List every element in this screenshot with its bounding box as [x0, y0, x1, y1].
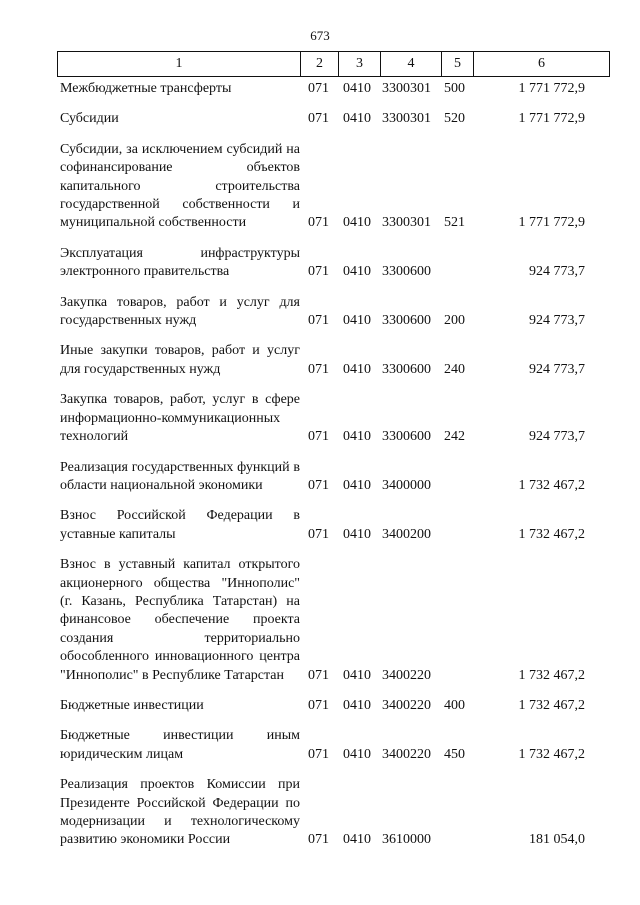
row-gr: 071 — [308, 111, 329, 127]
row-sum: 1 732 467,2 — [518, 667, 585, 683]
row-cs: 3400000 — [382, 477, 431, 493]
header-cell-1: 1 — [58, 52, 301, 76]
row-sum: 1 771 772,9 — [518, 81, 585, 96]
page-number: 673 — [310, 28, 330, 43]
header-cell-3: 3 — [339, 52, 381, 76]
row-rz: 0410 — [343, 477, 371, 493]
row-rz: 0410 — [343, 429, 371, 445]
table-row — [60, 80, 615, 98]
row-name: Бюджетные инвестиции иным юридическим лицам — [60, 728, 300, 762]
row-name: Субсидии, за исключением субсидий на софинансирование объектов капитального строительства государственной собственности и муниципальной собственности — [60, 141, 300, 231]
row-sum: 1 732 467,2 — [518, 697, 585, 713]
table-row — [60, 110, 615, 128]
row-rz: 0410 — [343, 746, 371, 762]
row-gr: 071 — [308, 667, 329, 683]
row-cs: 3610000 — [382, 832, 431, 848]
row-name: Иные закупки товаров, работ и услуг для государственных нужд — [60, 343, 300, 377]
table-row — [60, 727, 615, 764]
row-cs: 3300301 — [382, 215, 431, 231]
row-gr: 071 — [308, 313, 329, 329]
row-vr: 450 — [444, 746, 465, 762]
row-sum: 924 773,7 — [529, 361, 585, 377]
row-gr: 071 — [308, 215, 329, 231]
row-name: Взнос Российской Федерации в уставные капиталы — [60, 508, 300, 542]
row-cs: 3400200 — [382, 526, 431, 542]
row-cs: 3400220 — [382, 746, 431, 762]
row-name: Межбюджетные трансферты — [60, 81, 232, 96]
row-sum: 924 773,7 — [529, 264, 585, 280]
row-rz: 0410 — [343, 832, 371, 848]
table-row — [60, 697, 615, 715]
row-gr: 071 — [308, 832, 329, 848]
row-cs: 3300600 — [382, 361, 431, 377]
row-name: Реализация проектов Комиссии при Президенте Российской Федерации по модернизации и технологическому развитию экономики России — [60, 777, 300, 848]
row-cs: 3300301 — [382, 111, 431, 127]
row-sum: 924 773,7 — [529, 313, 585, 329]
row-name: Бюджетные инвестиции — [60, 697, 204, 713]
row-name: Закупка товаров, работ и услуг для государственных нужд — [60, 294, 300, 329]
row-sum: 181 054,0 — [529, 832, 585, 848]
row-rz: 0410 — [343, 361, 371, 377]
row-rz: 0410 — [343, 111, 371, 127]
table-row — [60, 245, 615, 282]
row-sum: 1 732 467,2 — [518, 746, 585, 762]
row-gr: 071 — [308, 526, 329, 542]
row-sum: 1 771 772,9 — [518, 215, 585, 231]
table-row — [60, 556, 615, 685]
row-sum: 1 732 467,2 — [518, 526, 585, 542]
table-row — [60, 391, 615, 446]
row-name: Эксплуатация инфраструктуры электронного правительства — [60, 245, 300, 280]
header-cell-6: 6 — [538, 56, 545, 71]
row-name: Взнос в уставный капитал открытого акционерного общества "Иннополис" (г. Казань, Республика Татарстан) на финансовое обеспечение проекта создания территориально обособленного инновационного центра "Иннополис" в Республике Татарстан — [60, 557, 300, 683]
row-rz: 0410 — [343, 81, 371, 96]
row-gr: 071 — [308, 477, 329, 493]
header-cell-2: 2 — [301, 52, 339, 76]
header-cell-4: 4 — [381, 52, 442, 76]
row-sum: 1 732 467,2 — [518, 477, 585, 493]
table-row — [60, 507, 615, 544]
row-cs: 3400220 — [382, 697, 431, 713]
table-row — [60, 294, 615, 331]
row-rz: 0410 — [343, 215, 371, 231]
table-header — [57, 51, 610, 77]
row-name: Закупка товаров, работ, услуг в сфере информационно-коммуникационных технологий — [60, 392, 300, 445]
row-vr: 200 — [444, 313, 465, 329]
row-vr: 242 — [444, 429, 465, 445]
row-cs: 3400220 — [382, 667, 431, 683]
row-vr: 520 — [444, 111, 465, 127]
table-row — [60, 141, 615, 233]
table-row — [60, 342, 615, 379]
row-vr: 521 — [444, 215, 465, 231]
row-sum: 924 773,7 — [529, 429, 585, 445]
row-name: Реализация государственных функций в области национальной экономики — [60, 459, 300, 493]
row-gr: 071 — [308, 746, 329, 762]
row-vr: 400 — [444, 697, 465, 713]
row-name: Субсидии — [60, 111, 119, 127]
row-gr: 071 — [308, 81, 329, 96]
header-cell-5: 5 — [442, 52, 474, 76]
row-rz: 0410 — [343, 264, 371, 280]
table-body — [60, 80, 615, 862]
row-vr: 240 — [444, 361, 465, 377]
row-sum: 1 771 772,9 — [518, 111, 585, 127]
row-rz: 0410 — [343, 697, 371, 713]
row-gr: 071 — [308, 264, 329, 280]
row-cs: 3300600 — [382, 313, 431, 329]
row-rz: 0410 — [343, 526, 371, 542]
row-vr: 500 — [444, 81, 465, 96]
row-rz: 0410 — [343, 313, 371, 329]
row-gr: 071 — [308, 429, 329, 445]
row-gr: 071 — [308, 361, 329, 377]
row-cs: 3300600 — [382, 264, 431, 280]
table-row — [60, 776, 615, 850]
row-cs: 3300301 — [382, 81, 431, 96]
table-row — [60, 459, 615, 496]
row-rz: 0410 — [343, 667, 371, 683]
row-cs: 3300600 — [382, 429, 431, 445]
row-gr: 071 — [308, 697, 329, 713]
